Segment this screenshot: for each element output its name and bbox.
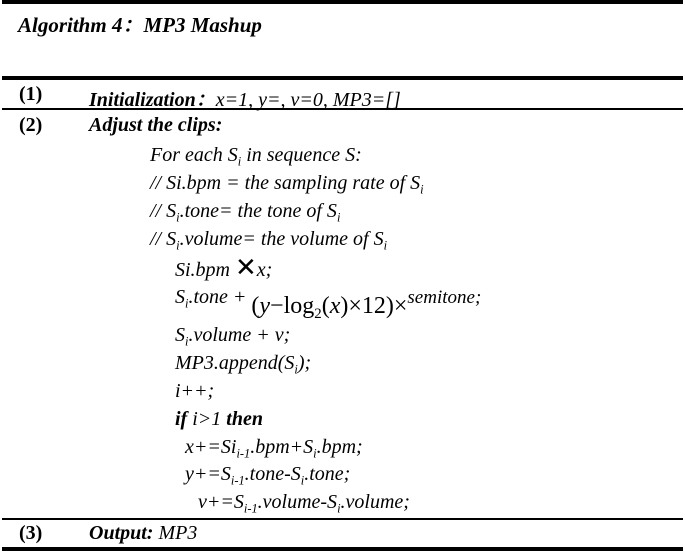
algorithm-title: Algorithm 4：MP3 Mashup <box>18 13 262 37</box>
initialization-label: Initialization： <box>89 89 216 111</box>
comment-line: // $S_i.tone=$ the tone of $S_i$ <box>150 200 341 225</box>
tone-formula: $(y-\log_2(x)\times 12)\times$ <box>251 293 408 323</box>
tone-line: $S_i.tone$ + $(y-\log_2(x)\times 12)\times semitone$; <box>175 286 482 323</box>
adjust-label: Adjust the clips: <box>89 114 223 136</box>
volume-line: $S_i.volume + v$; <box>175 324 291 349</box>
output-label: Output: <box>89 522 154 544</box>
row-number: (3) <box>19 522 43 544</box>
comment-line: // $S_i.volume=$ the volume of $S_i$ <box>150 228 388 253</box>
output-line <box>89 522 197 545</box>
times-symbol: ✕ <box>235 253 257 282</box>
for-each-line: For each $S_i$ in sequence S: <box>150 144 362 169</box>
bpm-line: Si.bpm ✕x; <box>175 253 273 282</box>
x-update-line: $x+=Si_{i-1}.bpm+S_i.bpm$; <box>185 436 363 461</box>
y-update-line: $y+=S_{i-1}.tone-S_i.tone$; <box>185 463 351 488</box>
output-value: MP3 <box>158 522 198 544</box>
initialization-values: x=1, y=, v=0, MP3=[] <box>215 89 401 111</box>
row-number: (2) <box>19 114 43 136</box>
append-line: $MP3.append(S_i)$; <box>175 352 312 377</box>
initialization-line <box>89 83 401 112</box>
row2-rule <box>2 518 683 520</box>
then-keyword: then <box>226 408 263 430</box>
increment-line: i++; <box>175 380 215 402</box>
if-line: if i>1 then <box>175 408 263 430</box>
bottom-rule <box>2 547 683 551</box>
comment-line: // Si.bpm = the sampling rate of $S_i$ <box>150 172 424 197</box>
if-keyword: if <box>175 408 188 430</box>
v-update-line: $v+=S_{i-1}.volume-S_i.volume$; <box>198 491 410 516</box>
header-rule <box>2 76 683 80</box>
top-rule <box>2 0 683 4</box>
row-number: (1) <box>19 83 43 105</box>
